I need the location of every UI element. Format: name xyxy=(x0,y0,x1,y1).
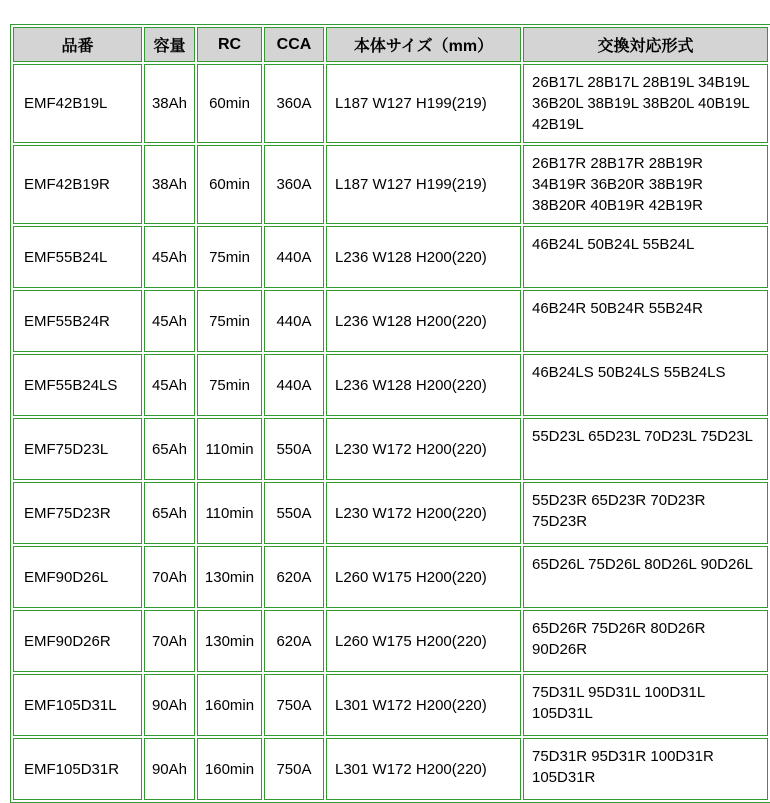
cell-capacity: 65Ah xyxy=(144,418,195,480)
column-header-cca: CCA xyxy=(264,27,324,62)
cell-body-size: L236 W128 H200(220) xyxy=(326,354,521,416)
table-row xyxy=(13,546,768,608)
cell-body-size: L301 W172 H200(220) xyxy=(326,738,521,800)
cell-part-number: EMF55B24LS xyxy=(13,354,142,416)
cell-compatible-types: 75D31R 95D31R 100D31R 105D31R xyxy=(523,738,768,800)
cell-rc: 75min xyxy=(197,226,262,288)
battery-spec-table xyxy=(10,24,770,803)
column-header-rc: RC xyxy=(197,27,262,62)
cell-part-number: EMF42B19L xyxy=(13,64,142,143)
cell-body-size: L230 W172 H200(220) xyxy=(326,418,521,480)
table-row xyxy=(13,418,768,480)
cell-cca: 440A xyxy=(264,290,324,352)
cell-capacity: 65Ah xyxy=(144,482,195,544)
cell-compatible-types: 55D23L 65D23L 70D23L 75D23L xyxy=(523,418,768,480)
cell-cca: 440A xyxy=(264,226,324,288)
cell-rc: 60min xyxy=(197,64,262,143)
cell-cca: 620A xyxy=(264,546,324,608)
cell-rc: 160min xyxy=(197,738,262,800)
cell-compatible-types: 46B24LS 50B24LS 55B24LS xyxy=(523,354,768,416)
cell-body-size: L260 W175 H200(220) xyxy=(326,546,521,608)
header-row xyxy=(13,27,768,62)
cell-body-size: L236 W128 H200(220) xyxy=(326,226,521,288)
table-row xyxy=(13,354,768,416)
cell-cca: 360A xyxy=(264,145,324,224)
cell-capacity: 90Ah xyxy=(144,738,195,800)
cell-compatible-types: 65D26R 75D26R 80D26R 90D26R xyxy=(523,610,768,672)
cell-capacity: 90Ah xyxy=(144,674,195,736)
cell-compatible-types: 65D26L 75D26L 80D26L 90D26L xyxy=(523,546,768,608)
cell-capacity: 45Ah xyxy=(144,354,195,416)
cell-part-number: EMF90D26L xyxy=(13,546,142,608)
cell-part-number: EMF90D26R xyxy=(13,610,142,672)
table-row xyxy=(13,64,768,143)
cell-compatible-types: 26B17L 28B17L 28B19L 34B19L 36B20L 38B19L 38B20L 40B19L 42B19L xyxy=(523,64,768,143)
cell-rc: 130min xyxy=(197,546,262,608)
table-row xyxy=(13,674,768,736)
cell-capacity: 38Ah xyxy=(144,64,195,143)
cell-cca: 550A xyxy=(264,482,324,544)
cell-rc: 110min xyxy=(197,482,262,544)
cell-cca: 750A xyxy=(264,674,324,736)
cell-compatible-types: 26B17R 28B17R 28B19R 34B19R 36B20R 38B19R 38B20R 40B19R 42B19R xyxy=(523,145,768,224)
cell-rc: 160min xyxy=(197,674,262,736)
cell-rc: 60min xyxy=(197,145,262,224)
table-row xyxy=(13,226,768,288)
cell-rc: 130min xyxy=(197,610,262,672)
table-row xyxy=(13,738,768,800)
table-row xyxy=(13,145,768,224)
cell-body-size: L236 W128 H200(220) xyxy=(326,290,521,352)
cell-rc: 75min xyxy=(197,290,262,352)
cell-part-number: EMF75D23L xyxy=(13,418,142,480)
cell-part-number: EMF42B19R xyxy=(13,145,142,224)
column-header-capacity: 容量 xyxy=(144,27,195,62)
table-row xyxy=(13,610,768,672)
cell-body-size: L301 W172 H200(220) xyxy=(326,674,521,736)
cell-body-size: L260 W175 H200(220) xyxy=(326,610,521,672)
cell-cca: 750A xyxy=(264,738,324,800)
cell-rc: 110min xyxy=(197,418,262,480)
cell-rc: 75min xyxy=(197,354,262,416)
cell-part-number: EMF55B24R xyxy=(13,290,142,352)
column-header-body-size: 本体サイズ（mm） xyxy=(326,27,521,62)
table-row xyxy=(13,482,768,544)
cell-cca: 620A xyxy=(264,610,324,672)
cell-part-number: EMF105D31R xyxy=(13,738,142,800)
cell-compatible-types: 46B24L 50B24L 55B24L xyxy=(523,226,768,288)
table-header xyxy=(13,27,768,62)
cell-part-number: EMF105D31L xyxy=(13,674,142,736)
cell-cca: 440A xyxy=(264,354,324,416)
cell-compatible-types: 55D23R 65D23R 70D23R 75D23R xyxy=(523,482,768,544)
cell-compatible-types: 46B24R 50B24R 55B24R xyxy=(523,290,768,352)
cell-capacity: 45Ah xyxy=(144,226,195,288)
table-row xyxy=(13,290,768,352)
cell-compatible-types: 75D31L 95D31L 100D31L 105D31L xyxy=(523,674,768,736)
column-header-part-number: 品番 xyxy=(13,27,142,62)
cell-cca: 550A xyxy=(264,418,324,480)
column-header-compatible-types: 交換対応形式 xyxy=(523,27,768,62)
cell-part-number: EMF55B24L xyxy=(13,226,142,288)
cell-cca: 360A xyxy=(264,64,324,143)
cell-capacity: 45Ah xyxy=(144,290,195,352)
table-body xyxy=(13,64,768,800)
cell-capacity: 38Ah xyxy=(144,145,195,224)
cell-capacity: 70Ah xyxy=(144,610,195,672)
cell-body-size: L230 W172 H200(220) xyxy=(326,482,521,544)
cell-capacity: 70Ah xyxy=(144,546,195,608)
cell-body-size: L187 W127 H199(219) xyxy=(326,145,521,224)
cell-part-number: EMF75D23R xyxy=(13,482,142,544)
cell-body-size: L187 W127 H199(219) xyxy=(326,64,521,143)
